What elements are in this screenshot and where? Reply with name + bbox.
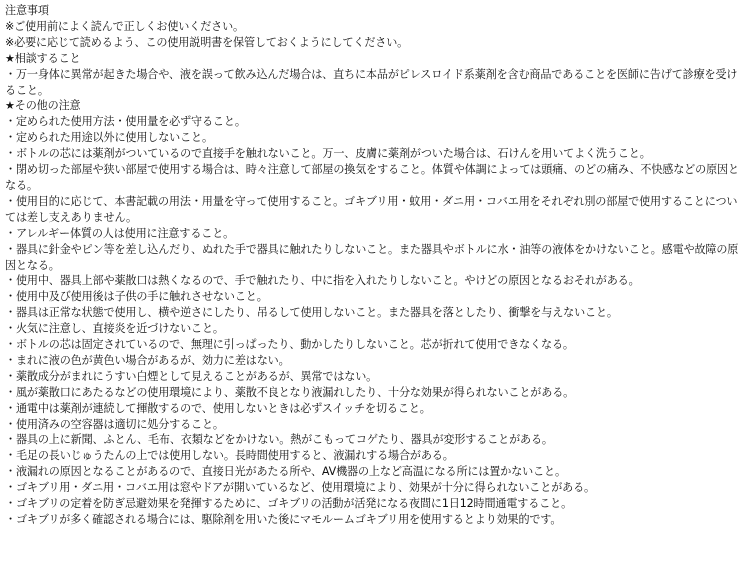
precaution-item: ・液漏れの原因となることがあるので、直接日光があたる所や、AV機器の上など高温になる所には置かないこと。 (5, 465, 566, 479)
precaution-item: ・使用目的に応じて、本書記載の用法・用量を守って使用すること。ゴキブリ用・蚊用・ダニ用・コバエ用をそれぞれ別の部屋で使用することについては差し支えありません。 (5, 194, 738, 224)
intro-line-keep-manual: ※必要に応じて読めるよう、この使用説明書を保管しておくようにしてください。 (5, 35, 409, 49)
intro-line-read-before-use: ※ご使用前によく読んで正しくお使いください。 (5, 19, 244, 33)
precaution-item: ・ゴキブリが多く確認される場合には、駆除剤を用いた後にマモルームゴキブリ用を使用するとより効果的です。 (5, 513, 562, 526)
document-title: 注意事項 (5, 4, 49, 17)
usage-precautions-document (5, 3, 747, 528)
precaution-item: ・器具に針金やピン等を差し込んだり、ぬれた手で器具に触れたりしないこと。また器具やボトルに水・油等の液体をかけないこと。感電や故障の原因となる。 (5, 242, 739, 272)
precaution-item: ・ボトルの芯は固定されているので、無理に引っぱったり、動かしたりしないこと。芯が折れて使用できなくなる。 (5, 338, 574, 352)
precaution-item: ・火気に注意し、直接炎を近づけないこと。 (5, 322, 224, 336)
precaution-item: ・風が薬散口にあたるなどの使用環境により、薬散不良となり液漏れしたり、十分な効果が得られないことがある。 (5, 385, 575, 399)
precaution-item: ・器具は正常な状態で使用し、横や逆さにしたり、吊るして使用しないこと。また器具を落としたり、衝撃を与えないこと。 (5, 306, 618, 320)
precaution-item: ・使用中、器具上部や薬散口は熱くなるので、手で触れたり、中に指を入れたりしないこと。やけどの原因となるおそれがある。 (5, 274, 640, 288)
section-heading-consult: ★相談すること (5, 51, 81, 65)
precaution-item: ・通電中は薬剤が連続して揮散するので、使用しないときは必ずスイッチを切ること。 (5, 401, 431, 415)
precaution-item: ・定められた用途以外に使用しないこと。 (5, 131, 213, 145)
precaution-item: ・器具の上に新聞、ふとん、毛布、衣類などをかけない。熱がこもってコゲたり、器具が変形することがある。 (5, 433, 553, 447)
precaution-item: ・ゴキブリ用・ダニ用・コバエ用は窓やドアが開いているなど、使用環境により、効果が十分に得られないことがある。 (5, 481, 595, 495)
precaution-item: ・アレルギー体質の人は使用に注意すること。 (5, 226, 235, 240)
precaution-item: ・定められた使用方法・使用量を必ず守ること。 (5, 115, 246, 129)
precaution-item: ・ボトルの芯には薬剤がついているので直接手を触れないこと。万一、皮膚に薬剤がついた場合は、石けんを用いてよく洗うこと。 (5, 147, 651, 161)
precaution-item: ・毛足の長いじゅうたんの上では使用しない。長時間使用すると、液漏れする場合がある。 (5, 449, 454, 463)
precaution-item: ・使用中及び使用後は子供の手に触れさせないこと。 (5, 290, 268, 304)
consult-item: ・万一身体に異常が起きた場合や、液を誤って飲み込んだ場合は、直ちに本品がピレスロイド系薬剤を含む商品であることを医師に告げて診療を受けること。 (5, 67, 738, 97)
section-heading-other-precautions: ★その他の注意 (5, 99, 81, 113)
precaution-item: ・ゴキブリの定着を防ぎ忌避効果を発揮するために、ゴキブリの活動が活発になる夜間に1日12時間通電すること。 (5, 497, 573, 511)
precaution-item: ・まれに液の色が黄色い場合があるが、効力に差はない。 (5, 353, 290, 367)
precaution-item: ・薬散成分がまれにうすい白煙として見えることがあるが、異常ではない。 (5, 369, 378, 383)
precaution-item: ・使用済みの空容器は適切に処分すること。 (5, 417, 224, 431)
precaution-item: ・閉め切った部屋や狭い部屋で使用する場合は、時々注意して部屋の換気をすること。体質や体調によっては頭痛、のどの痛み、不快感などの原因となる。 (5, 163, 739, 192)
